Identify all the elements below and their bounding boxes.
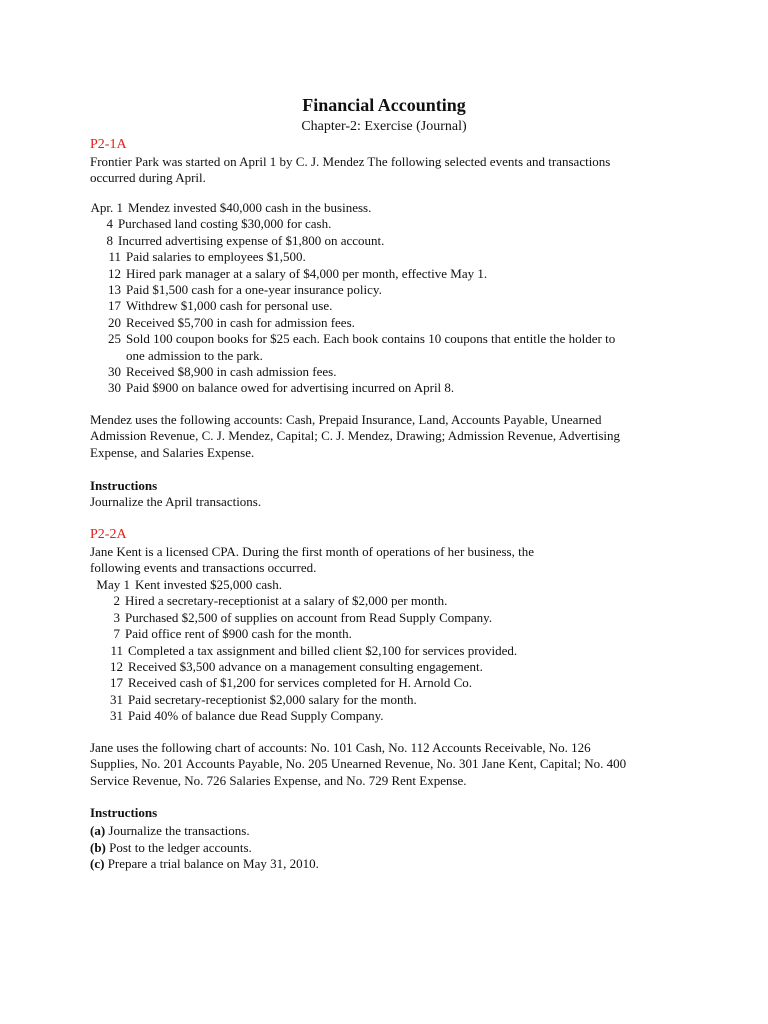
accounts-paragraph-p1	[90, 412, 690, 461]
problem-heading: P2-1A	[90, 137, 127, 152]
transaction-row	[90, 233, 690, 249]
transaction-date: May 1	[96, 577, 130, 592]
transaction-row	[90, 282, 690, 298]
transaction-row	[90, 331, 690, 347]
transaction-text: Paid office rent of $900 cash for the month.	[125, 626, 352, 642]
transaction-text: Completed a tax assignment and billed client $2,100 for services provided.	[128, 642, 518, 658]
instructions-heading: Instructions	[90, 478, 158, 493]
transaction-row	[90, 380, 690, 396]
transaction-date: 31	[110, 708, 123, 724]
accounts-line: Service Revenue, No. 726 Salaries Expense, and No. 729 Rent Expense.	[90, 772, 467, 788]
document-subtitle: Chapter-2: Exercise (Journal)	[301, 119, 467, 134]
transaction-date: 30	[108, 364, 121, 380]
transaction-text: Received $3,500 advance on a management consulting engagement.	[128, 659, 483, 675]
transaction-row	[90, 675, 690, 691]
transaction-text: Paid salaries to employees $1,500.	[126, 249, 306, 265]
instructions-heading: Instructions	[90, 805, 158, 820]
instruction-item	[90, 856, 690, 872]
transaction-date: 13	[108, 282, 121, 298]
transaction-date: 31	[110, 691, 123, 707]
instructions-p2	[90, 805, 690, 873]
transaction-date: 8	[106, 232, 113, 248]
transaction-text: Paid $900 on balance owed for advertising incurred on April 8.	[126, 380, 455, 396]
transaction-continuation: one admission to the park.	[126, 347, 263, 363]
problem-heading: P2-2A	[90, 527, 127, 542]
accounts-line: Jane uses the following chart of accounts: No. 101 Cash, No. 112 Accounts Receivable, No. 126	[90, 740, 591, 755]
transaction-text: Received $8,900 in cash admission fees.	[126, 364, 337, 380]
accounts-line: Supplies, No. 201 Accounts Payable, No. 205 Unearned Revenue, No. 301 Jane Kent, Capital; No. 400	[90, 756, 627, 772]
intro-line: occurred during April.	[90, 170, 206, 186]
instruction-item	[90, 840, 690, 856]
document-title: Financial Accounting	[302, 95, 466, 115]
transaction-date: 20	[108, 314, 121, 330]
transaction-text: Kent invested $25,000 cash.	[135, 577, 282, 592]
transaction-date: 25	[108, 331, 121, 347]
transaction-text: Paid 40% of balance due Read Supply Company.	[128, 708, 384, 724]
transaction-text: Paid $1,500 cash for a one-year insurance policy.	[126, 282, 382, 298]
instruction-item	[90, 823, 690, 839]
instructions-text: Journalize the April transactions.	[90, 494, 262, 510]
transaction-row	[90, 593, 690, 609]
transaction-row	[90, 216, 690, 232]
transaction-date: 12	[108, 265, 121, 281]
transaction-date: 17	[108, 298, 121, 314]
transaction-text: Received cash of $1,200 for services completed for H. Arnold Co.	[128, 675, 473, 691]
transaction-date: 2	[113, 593, 120, 609]
instruction-text: Prepare a trial balance on May 31, 2010.	[104, 856, 319, 872]
transaction-text: Sold 100 coupon books for $25 each. Each book contains 10 coupons that entitle the holder to	[126, 331, 616, 347]
transaction-text: Withdrew $1,000 cash for personal use.	[126, 298, 333, 314]
intro-line: following events and transactions occurred.	[90, 560, 317, 576]
instruction-label: (b)	[90, 839, 106, 855]
transaction-row	[90, 315, 690, 331]
instruction-label: (a)	[90, 823, 106, 839]
transaction-date: Apr. 1	[90, 200, 123, 215]
transaction-date: 11	[108, 249, 121, 265]
transaction-text: Mendez invested $40,000 cash in the business.	[128, 200, 372, 215]
transaction-row	[90, 577, 690, 593]
problem-p2-1a	[90, 136, 690, 187]
transaction-text: Incurred advertising expense of $1,800 on account.	[118, 232, 385, 248]
transaction-row	[90, 610, 690, 626]
instruction-text: Journalize the transactions.	[105, 823, 250, 839]
instruction-label: (c)	[90, 856, 105, 872]
transaction-text: Received $5,700 in cash for admission fees.	[126, 314, 355, 330]
intro-line: Frontier Park was started on April 1 by C. J. Mendez The following selected events and transactions	[90, 154, 611, 169]
instructions-p1	[90, 478, 690, 511]
transaction-date: 12	[110, 659, 123, 675]
transaction-date: 3	[113, 609, 120, 625]
accounts-paragraph-p2	[90, 740, 690, 789]
transaction-row	[90, 643, 690, 659]
instruction-text: Post to the ledger accounts.	[105, 839, 252, 855]
accounts-line: Expense, and Salaries Expense.	[90, 444, 255, 460]
transaction-row	[90, 692, 690, 708]
transaction-text: Hired a secretary-receptionist at a salary of $2,000 per month.	[125, 593, 448, 609]
transaction-row	[90, 708, 690, 724]
transaction-list-p1	[90, 200, 690, 397]
accounts-line: Mendez uses the following accounts: Cash, Prepaid Insurance, Land, Accounts Payable, Unearned	[90, 412, 602, 427]
transaction-text: Purchased $2,500 of supplies on account from Read Supply Company.	[125, 609, 493, 625]
transaction-date: 4	[106, 216, 113, 232]
intro-line: Jane Kent is a licensed CPA. During the first month of operations of her business, the	[90, 544, 534, 559]
transaction-text: Purchased land costing $30,000 for cash.	[118, 216, 332, 232]
transaction-date: 30	[108, 380, 121, 396]
transaction-row	[90, 364, 690, 380]
transaction-list-p2	[90, 577, 690, 725]
transaction-date: 11	[110, 642, 123, 658]
transaction-row	[90, 626, 690, 642]
transaction-text: Hired park manager at a salary of $4,000 per month, effective May 1.	[126, 265, 488, 281]
transaction-text: Paid secretary-receptionist $2,000 salary for the month.	[128, 691, 417, 707]
transaction-date: 7	[113, 626, 120, 642]
transaction-row	[90, 659, 690, 675]
transaction-date: 17	[110, 675, 123, 691]
transaction-row	[90, 249, 690, 265]
accounts-line: Admission Revenue, C. J. Mendez, Capital; C. J. Mendez, Drawing; Admission Revenue, Advertising	[90, 428, 621, 444]
transaction-row	[90, 200, 690, 216]
problem-p2-2a	[90, 526, 690, 577]
transaction-row	[90, 266, 690, 282]
transaction-row	[90, 298, 690, 314]
